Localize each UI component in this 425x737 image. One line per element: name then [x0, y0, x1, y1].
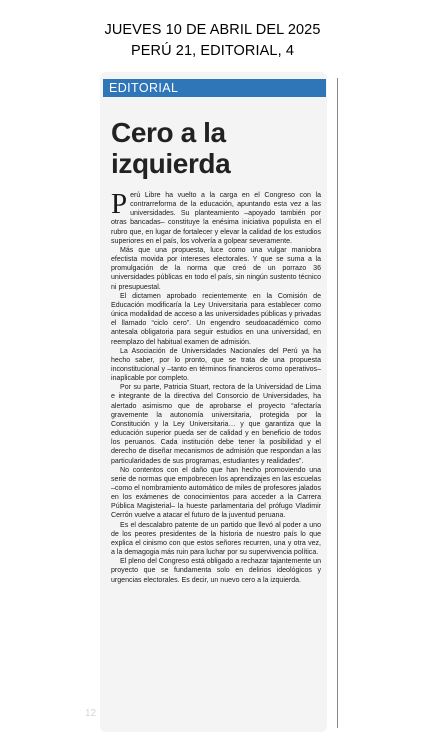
article-paragraph: El dictamen aprobado recientemente en la Comisión de Educación modificaría la Ley Universitaria para establecer como única modalidad de acceso a las universidades públicas y privadas el llamado “ciclo cero”. Un engendro seudoacadémico como antesala obligatoria para seguir estudios en una universidad, en reemplazo del habitual examen de admisión. — [111, 292, 321, 346]
article-body — [111, 188, 321, 585]
publication-source: PERÚ 21, EDITORIAL, 4 — [130, 43, 294, 59]
article-paragraph: Más que una propuesta, luce como una vulgar maniobra efectista movida por intereses electorales. Y que se suma a la promulgación de la norma que creó de un porrazo 36 universidades públicas en todo el país, sin ningún sustento técnico ni presupuestal. — [111, 246, 321, 291]
drop-cap: P — [111, 188, 128, 220]
article-paragraph: Por su parte, Patricia Stuart, rectora de la Universidad de Lima e integrante de la directiva del Consorcio de Universidades, ha alertado asimismo que de aprobarse el proyecto “afectaría gravemente la autonomía universitaria, protegida por la Constitución y la Ley Universitaria… y que garantiza que la educación superior pueda ser de calidad y en beneficio de todos los peruanos. Cada institución debe tener la posibilidad y el derecho de diseñar mecanismos de admisión que respondan a las particularidades de sus programas, estudiantes y realidades”. — [111, 384, 321, 465]
article-paragraph: Es el descalabro patente de un partido que llevó al poder a uno de los peores presidentes de la historia de nuestro país lo que explica el cinismo con que estos señores recurren, una y otra vez, a la demagogia más ruin para luchar por su supervivencia política. — [111, 521, 321, 557]
article-paragraph: No contentos con el daño que han hecho promoviendo una serie de normas que empobrecen los aprendizajes en las escuelas –como el nombramiento automático de miles de profesores jalados en los exámenes de conocimientos para acceder a la Carrera Pública Magisterial– la hueste parlamentaria del prófugo Vladimir Cerrón vuelve a atacar el futuro de la juventud peruana. — [111, 466, 321, 520]
article-paragraph: Perú Libre ha vuelto a la carga en el Congreso con la contrarreforma de la educación, apuntando esta vez a las universidades. Su planteamiento –apoyado también por otras bancadas– constituye la enésima iniciativa populista en el rubro que, en lugar de fortalecer y elevar la calidad de los estudios superiores en el país, los volvería a golpear severamente. — [111, 188, 321, 245]
article-paragraph: La Asociación de Universidades Nacionales del Perú ya ha hecho saber, por lo pronto, que se trata de una propuesta inconstitucional y –tanto en términos financieros como operativos– inaplicable por completo. — [111, 347, 321, 383]
article-title-line-2: izquierda — [111, 148, 231, 179]
article-title-line-1: Cero a la — [111, 117, 226, 148]
article-paragraph: El pleno del Congreso está obligado a rechazar tajantemente un proyecto que se fundamenta solo en delirios ideológicos y urgencias electorales. Es decir, un nuevo cero a la izquierda. — [111, 558, 321, 584]
section-label: EDITORIAL — [103, 79, 326, 97]
publication-date: JUEVES 10 DE ABRIL DEL 2025 — [104, 22, 321, 38]
column-divider — [337, 78, 338, 728]
page-number: 12 — [85, 708, 97, 719]
article-title — [111, 117, 316, 179]
